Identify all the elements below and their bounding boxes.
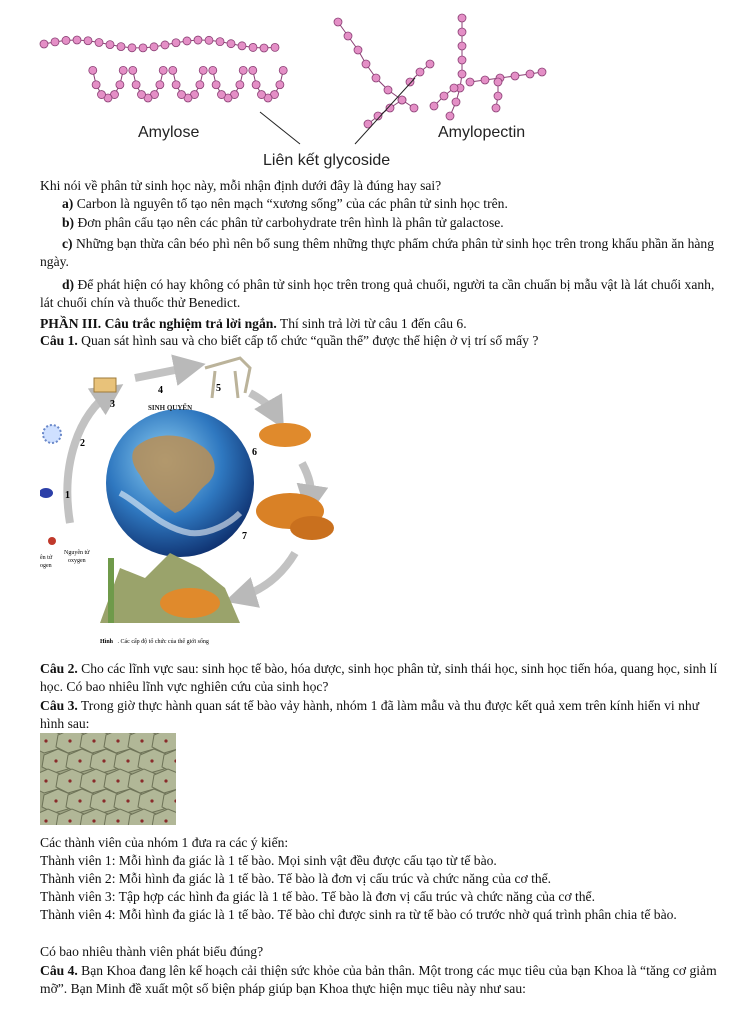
part3-heading: PHẦN III. Câu trắc nghiệm trả lời ngắn. — [40, 316, 277, 331]
glucose-bead — [150, 43, 158, 51]
cell-nucleus — [92, 779, 95, 782]
statement-key: b) — [62, 215, 75, 230]
cell-nucleus — [54, 799, 57, 802]
glucose-bead — [511, 72, 519, 80]
cell-nucleus — [68, 779, 71, 782]
statement-b — [40, 214, 740, 232]
opinion-1: Thành viên 1: Mỗi hình đa giác là 1 tế bào. Mọi sinh vật đều được cấu tạo từ tế bào. — [40, 853, 497, 868]
glucose-bead — [458, 28, 466, 36]
glucose-bead — [398, 96, 406, 104]
glucose-bead — [458, 56, 466, 64]
glucose-bead — [466, 78, 474, 86]
atom-label-left: ên tử — [40, 555, 53, 561]
glucose-bead — [194, 36, 202, 44]
glucose-bead — [106, 41, 114, 49]
glucose-bead — [452, 98, 460, 106]
question-label: Câu 4. — [40, 963, 78, 978]
glucose-bead — [249, 43, 257, 51]
statement-text: Những bạn thừa cân béo phì nên bổ sung thêm những thực phẩm chứa phân tử sinh học trên trong khẩu phần ăn hàng ngày. — [40, 236, 714, 269]
glucose-bead — [119, 66, 127, 74]
cell-nucleus — [44, 779, 47, 782]
glucose-bead — [446, 112, 454, 120]
question-text: Bạn Khoa đang lên kế hoạch cải thiện sức khỏe của bản thân. Một trong các mục tiêu của bạn Khoa là “tăng cơ giảm mỡ”. Bạn Minh đề xuất một số biện pháp giúp bạn Khoa thực hiện mục tiêu này như sau: — [40, 963, 717, 996]
question-label: Câu 2. — [40, 661, 78, 676]
statement-text: Carbon là nguyên tố tạo nên mạch “xương sống” của các phân tử sinh học trên. — [73, 196, 508, 211]
glucose-bead — [344, 32, 352, 40]
level-number-5: 5 — [216, 383, 221, 394]
amylose-label: Amylose — [138, 124, 200, 141]
level-number-7: 7 — [242, 531, 247, 542]
glucose-bead — [183, 37, 191, 45]
glucose-bead — [196, 81, 204, 89]
glucose-bead — [236, 81, 244, 89]
statement-text: Để phát hiện có hay không có phân tử sinh học trên trong quả chuối, người ta cần chuẩn bị mẫu vật là lát chuối xanh, lát chuối chín và thuốc thử Benedict. — [40, 277, 715, 310]
glucose-bead — [426, 60, 434, 68]
caption-prefix: Hình — [100, 639, 114, 645]
glucose-bead — [458, 14, 466, 22]
glycoside-bond-label: Liên kết glycoside — [263, 152, 391, 169]
glucose-bead — [362, 60, 370, 68]
glucose-bead — [354, 46, 362, 54]
cell-nucleus — [68, 819, 71, 822]
cell-nucleus — [44, 739, 47, 742]
glucose-bead — [334, 18, 342, 26]
opinions-intro: Các thành viên của nhóm 1 đưa ra các ý kiến: — [40, 835, 289, 850]
cycle-arrow — [135, 367, 190, 378]
glucose-bead — [239, 66, 247, 74]
cell-nucleus — [102, 799, 105, 802]
glucose-bead — [169, 66, 177, 74]
glycoside-pointer-line-1 — [260, 112, 300, 144]
cycle-arrow — [250, 393, 276, 415]
statement-c — [40, 235, 720, 270]
glucose-bead — [450, 84, 458, 92]
part2-question: Khi nói về phân tử sinh học này, mỗi nhận định dưới đây là đúng hay sai? — [40, 178, 442, 193]
cell-nucleus — [140, 779, 143, 782]
cycle-arrow — [67, 393, 110, 523]
glucose-bead — [238, 42, 246, 50]
question-1 — [40, 332, 720, 350]
glucose-bead — [276, 81, 284, 89]
glucose-bead — [492, 104, 500, 112]
caption-text: . Các cấp độ tổ chức của thế giới sống — [117, 639, 209, 645]
glucose-bead — [494, 78, 502, 86]
part3-header — [40, 315, 720, 333]
glucose-bead — [156, 81, 164, 89]
question-text: Trong giờ thực hành quan sát tế bào vảy hành, nhóm 1 đã làm mẫu và thu được kết quả xem trên kính hiển vi như hình sau: — [40, 698, 700, 731]
cell-nucleus — [126, 799, 129, 802]
cell-nucleus — [140, 739, 143, 742]
cell-nucleus — [68, 739, 71, 742]
tiger-icon — [259, 423, 311, 447]
glucose-bead — [257, 91, 265, 99]
glucose-bead — [199, 66, 207, 74]
opinion-4: Thành viên 4: Mỗi hình đa giác là 1 tế bào. Tế bào chỉ được sinh ra từ tế bào có trước nhờ quá trình phân chia tế bào. — [40, 907, 677, 922]
molecule-icon — [40, 488, 53, 498]
atom-label-left: ogen — [40, 563, 52, 569]
cell-nucleus — [92, 819, 95, 822]
glucose-bead — [416, 68, 424, 76]
question-3 — [40, 697, 720, 732]
glucose-bead — [260, 44, 268, 52]
statement-a — [40, 195, 740, 213]
glucose-bead — [526, 70, 534, 78]
glucose-bead — [97, 91, 105, 99]
cell-nucleus — [116, 779, 119, 782]
cell-nucleus — [126, 759, 129, 762]
glucose-bead — [132, 81, 140, 89]
glucose-bead — [139, 44, 147, 52]
glucose-bead — [129, 66, 137, 74]
glucose-bead — [249, 66, 257, 74]
atom-label: Nguyên tử — [64, 550, 90, 556]
onion-cells-micrograph — [40, 733, 176, 825]
cell-nucleus — [116, 819, 119, 822]
glucose-bead — [40, 40, 48, 48]
question-4 — [40, 962, 720, 997]
tissue-icon — [94, 378, 116, 392]
cell-nucleus — [78, 759, 81, 762]
tiger-population-icon — [290, 516, 334, 540]
cell-nucleus — [116, 739, 119, 742]
cactus-icon — [108, 558, 114, 623]
starch-structure-figure — [30, 8, 570, 178]
question-text: Quan sát hình sau và cho biết cấp tổ chức “quần thể” được thể hiện ở vị trí số mấy ? — [77, 333, 539, 348]
statement-d — [40, 276, 720, 311]
statement-key: a) — [62, 196, 74, 211]
glucose-bead — [440, 92, 448, 100]
cell-nucleus — [54, 759, 57, 762]
glucose-bead — [430, 102, 438, 110]
atom-label: oxygen — [68, 558, 86, 564]
atom-icon — [48, 537, 56, 545]
cell-nucleus — [164, 739, 167, 742]
glucose-bead — [406, 78, 414, 86]
glucose-bead — [384, 86, 392, 94]
glucose-bead — [209, 66, 217, 74]
glucose-bead — [51, 38, 59, 46]
statement-key: c) — [62, 236, 73, 251]
cell-polygons — [40, 733, 176, 825]
statement-text: Đơn phân cấu tạo nên các phân tử carbohydrate trên hình là phân tử galactose. — [74, 215, 504, 230]
glucose-bead — [212, 81, 220, 89]
glucose-bead — [128, 44, 136, 52]
level-number-4: 4 — [158, 385, 163, 396]
cell-nucleus — [44, 819, 47, 822]
glucose-bead — [494, 92, 502, 100]
glucose-bead — [116, 81, 124, 89]
glucose-bead — [458, 70, 466, 78]
figure-caption — [100, 638, 209, 645]
glucose-bead — [481, 76, 489, 84]
skeleton-icon — [205, 358, 250, 398]
glucose-bead — [216, 38, 224, 46]
glucose-bead — [161, 41, 169, 49]
question-2 — [40, 660, 720, 695]
level-number-3: 3 — [110, 399, 115, 410]
cell-nucleus — [78, 799, 81, 802]
glucose-bead — [205, 36, 213, 44]
biosphere-label: SINH QUYỂN — [148, 404, 193, 412]
glucose-bead — [227, 40, 235, 48]
statement-key: d) — [62, 277, 75, 292]
glucose-bead — [279, 66, 287, 74]
glucose-bead — [117, 43, 125, 51]
glucose-bead — [159, 66, 167, 74]
glucose-bead — [538, 68, 546, 76]
cell-nucleus — [150, 799, 153, 802]
glucose-bead — [92, 81, 100, 89]
cell-nucleus — [102, 759, 105, 762]
organization-levels-figure — [40, 353, 340, 651]
cell-nucleus — [140, 819, 143, 822]
opinion-2: Thành viên 2: Mỗi hình đa giác là 1 tế bào. Tế bào là đơn vị cấu trúc và chức năng của cơ thể. — [40, 871, 552, 886]
cell-nucleus — [92, 739, 95, 742]
glucose-bead — [177, 91, 185, 99]
amylopectin-label: Amylopectin — [438, 124, 526, 141]
level-number-2: 2 — [80, 438, 85, 449]
ecosystem-tiger-icon — [160, 588, 220, 618]
level-number-1: 1 — [65, 490, 70, 501]
glucose-bead — [458, 42, 466, 50]
question-text: Cho các lĩnh vực sau: sinh học tế bào, hóa dược, sinh học phân tử, sinh thái học, sinh học tiến hóa, quang học, sinh lí học. Có bao nhiêu lĩnh vực nghiên cứu của sinh học? — [40, 661, 718, 694]
cycle-arrow — [240, 553, 295, 597]
glucose-bead — [137, 91, 145, 99]
glucose-bead — [62, 36, 70, 44]
glucose-bead — [217, 91, 225, 99]
cell-nucleus — [150, 759, 153, 762]
glucose-bead — [89, 66, 97, 74]
glucose-bead — [410, 104, 418, 112]
glucose-bead — [84, 37, 92, 45]
glucose-bead-chains — [40, 14, 546, 128]
glucose-bead — [73, 36, 81, 44]
glucose-bead — [95, 38, 103, 46]
cell-nucleus — [164, 779, 167, 782]
opinion-3: Thành viên 3: Tập hợp các hình đa giác là 1 tế bào. Tế bào là đơn vị cấu trúc và chức năng của cơ thể. — [40, 889, 595, 904]
glucose-bead — [372, 74, 380, 82]
glucose-bead — [252, 81, 260, 89]
glucose-bead — [172, 39, 180, 47]
level-number-6: 6 — [252, 447, 257, 458]
question-label: Câu 1. — [40, 333, 78, 348]
cell-icon — [43, 425, 61, 443]
question-3-ask: Có bao nhiêu thành viên phát biểu đúng? — [40, 944, 264, 959]
part3-intro: Thí sinh trả lời từ câu 1 đến câu 6. — [276, 316, 467, 331]
glucose-bead — [271, 43, 279, 51]
glucose-chain — [368, 100, 402, 124]
question-label: Câu 3. — [40, 698, 78, 713]
cell-nucleus — [164, 819, 167, 822]
glucose-bead — [172, 81, 180, 89]
